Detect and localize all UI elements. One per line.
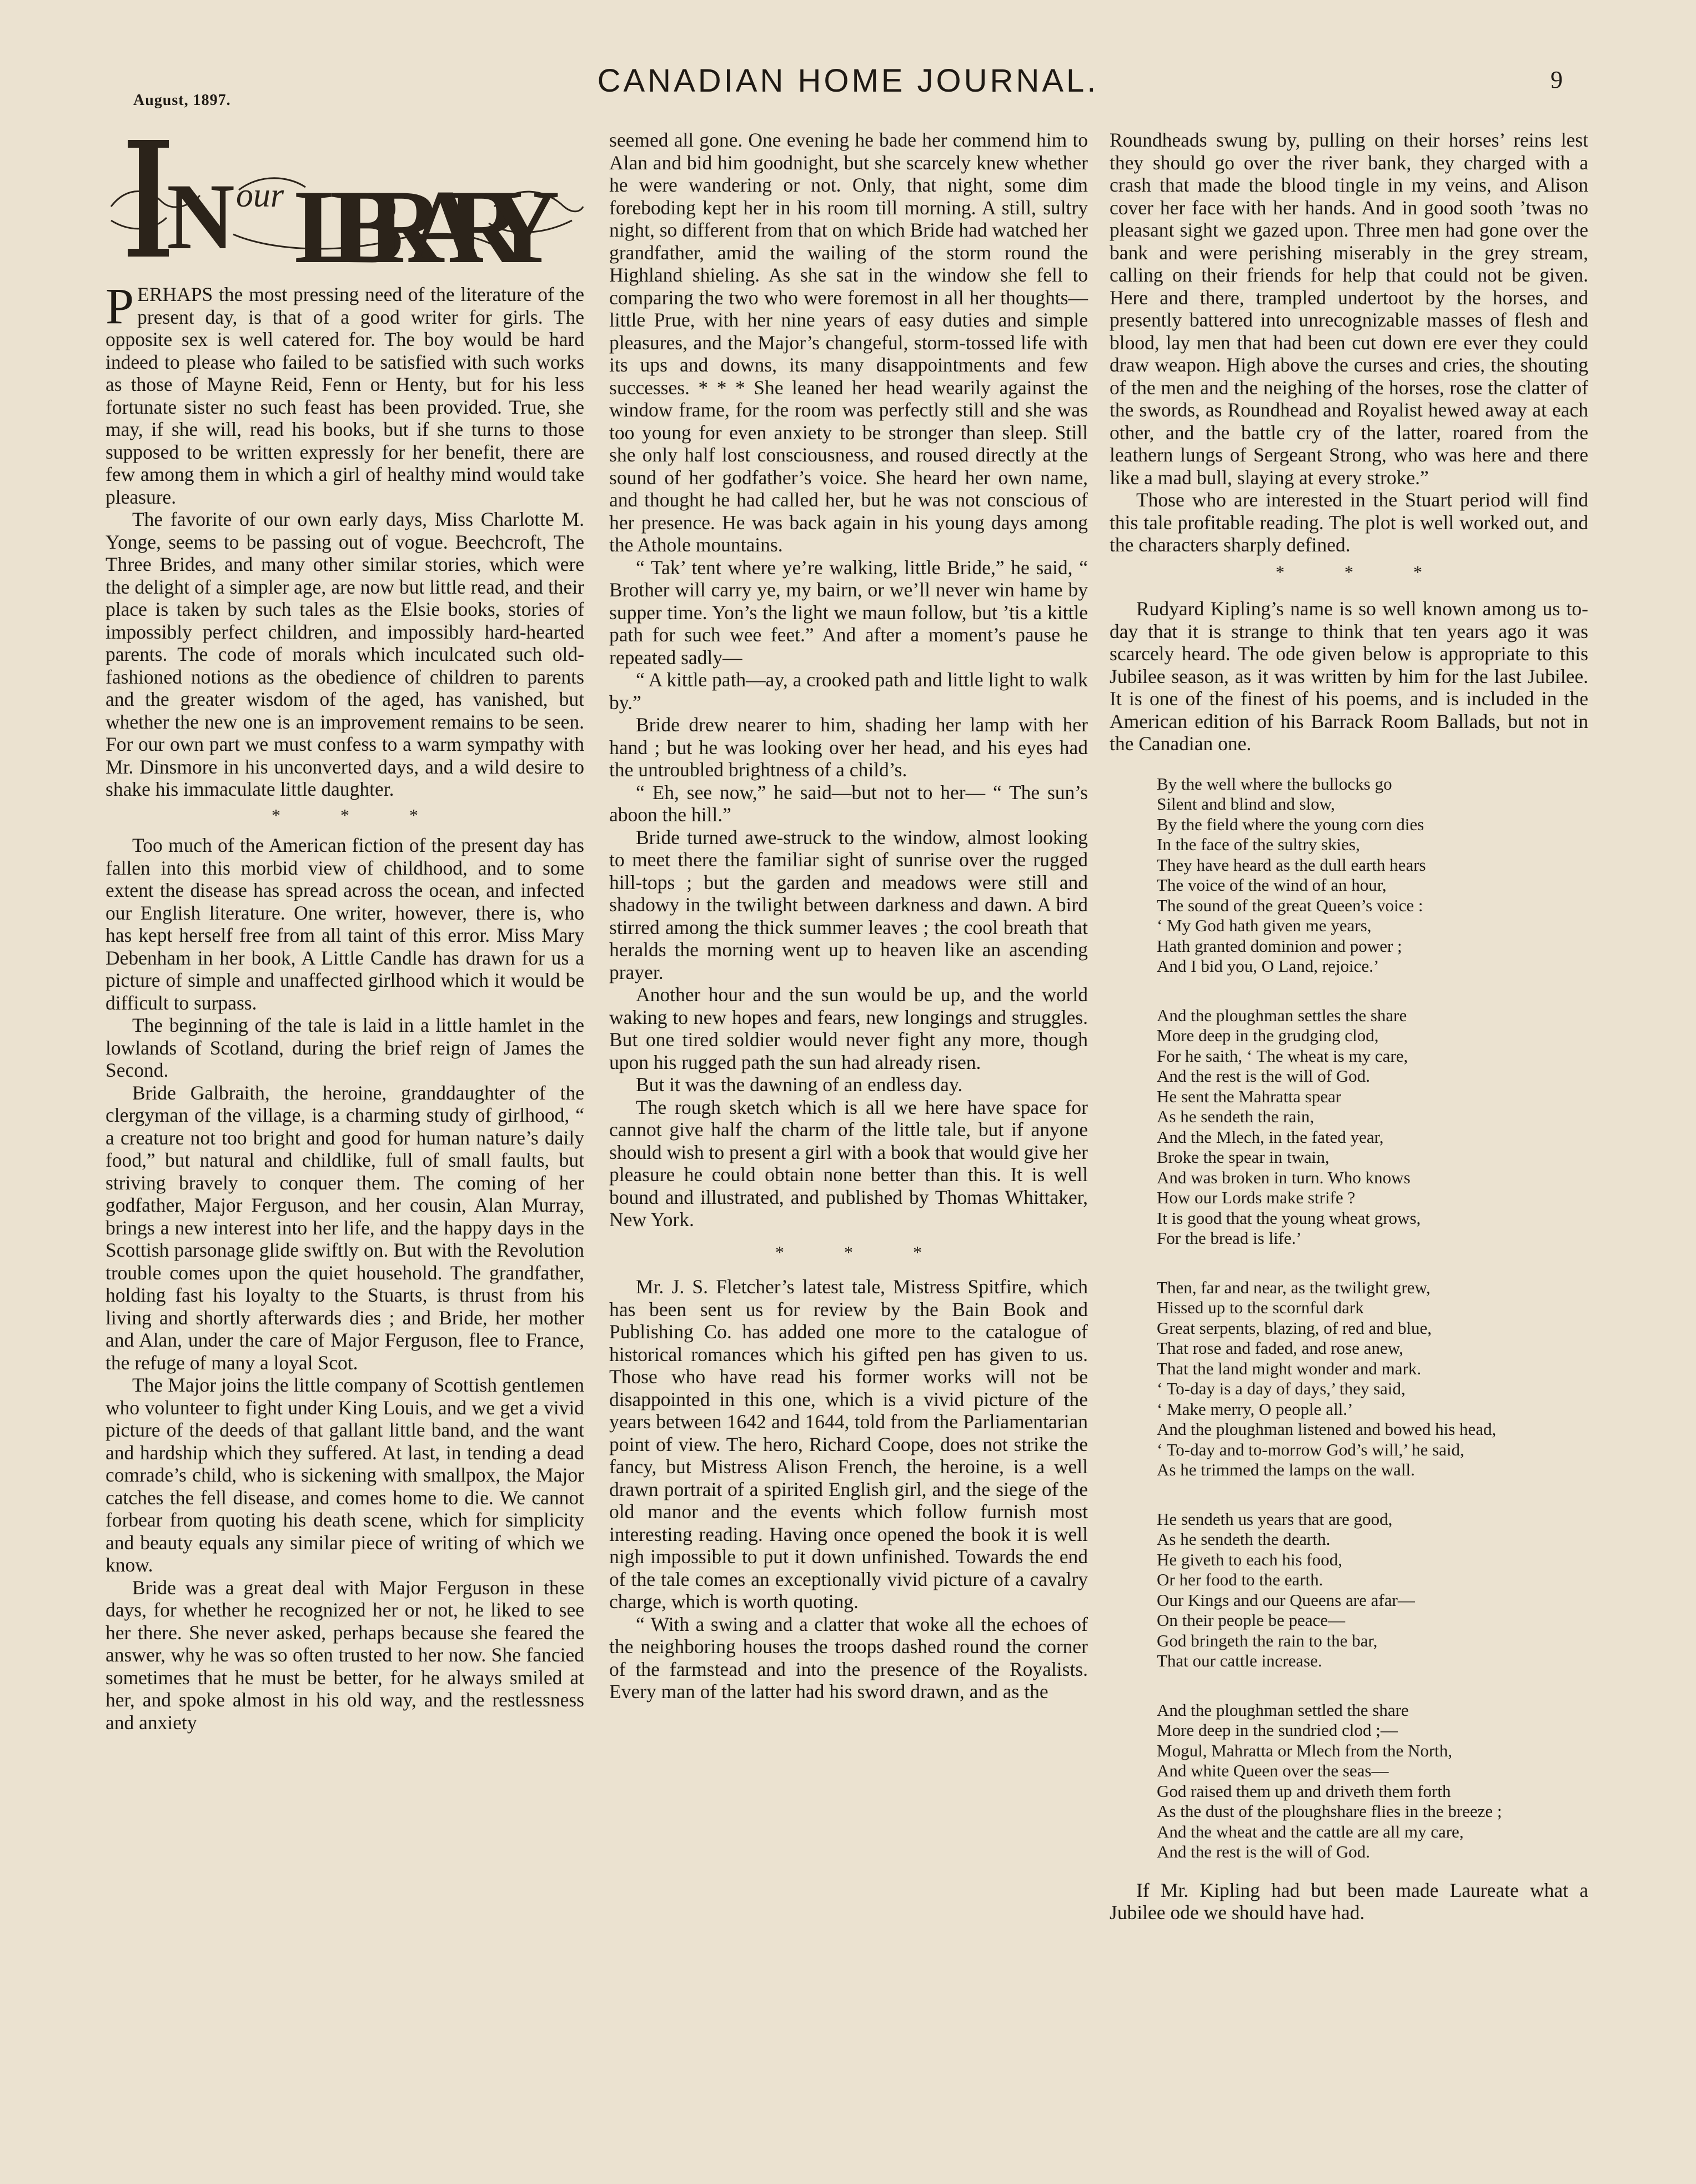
section-divider: * * *	[272, 805, 446, 825]
paragraph: Bride drew nearer to him, shading her lamp with her hand ; but he was looking over her head, and his eyes had the untroubled brightness of a child’s.	[609, 714, 1088, 781]
in-our-library-logo	[106, 123, 584, 273]
paragraph: Roundheads swung by, pulling on their horses’ reins lest they should go over the river bank, they charged with a crash that made the blood tingle in my veins, and Alison cover her face with her hands. And in good sooth ’twas no pleasant sight we gazed upon. Three men had gone over the bank and were perishing miserably in the grey stream, calling on their friends for help that could not be given. Here and there, trampled undertoot by the horses, and presently battered into unrecognizable masses of flesh and blood, lay men that had been cut down ere ever they could draw weapon. High above the curses and cries, the shouting of the men and the neighing of the horses, rose the clatter of the swords, as Roundhead and Royalist hewed away at each other, and the battle cry of the latter, roared from the leathern lungs of Sergeant Strong, who was here and there like a mad bull, slaying at every stroke.”	[1110, 129, 1588, 489]
paragraph: Mr. J. S. Fletcher’s latest tale, Mistress Spitfire, which has been sent us for review by the Bain Book and Publishing Co. has added one more to the catalogue of historical romances which his gifted pen has given to us. Those who have read his former works will not be disappointed in this one, which is a vivid picture of the years between 1642 and 1644, told from the Parliamentarian point of view. The hero, Richard Coope, does not strike the fancy, but Mistress Alison French, the heroine, is a well drawn portrait of a spirited English girl, and the siege of the old manor and the events which follow furnish most interesting reading. Having once opened the book it is well nigh impossible to put it down unfinished. Towards the end of the tale comes an exceptionally vivid picture of a cavalry charge, which is worth quoting.	[609, 1276, 1088, 1613]
paragraph: Another hour and the sun would be up, and the world waking to new hopes and fears, new longings and struggles. But one tired soldier would never fight any more, though upon his rugged path the sun had already risen.	[609, 983, 1088, 1073]
paragraph: PERHAPS the most pressing need of the literature of the present day, is that of a good writer for girls. The opposite sex is well catered for. The boy would be hard indeed to please who failed to be satisfied with such works as those of Mayne Reid, Fenn or Henty, but for his less fortunate sister no such feast has been provided. True, she may, if she will, read his books, but if she turns to those supposed to be written expressly for her benefit, there are few among them in which a girl of healthy mind would take pleasure.	[106, 278, 584, 508]
poem-line: Or her food to the earth.	[1157, 1570, 1323, 1589]
poem-line: Mogul, Mahratta or Mlech from the North,	[1157, 1740, 1453, 1760]
poem-line: How our Lords make strife ?	[1157, 1188, 1356, 1207]
paragraph: “ With a swing and a clatter that woke all the echoes of the neighboring houses the troops dashed round the corner of the farmstead and into the presence of the Royalists. Every man of the latter had his sword drawn, and as the	[609, 1613, 1088, 1703]
poem-line: He sent the Mahratta spear	[1157, 1086, 1342, 1106]
poem-line: God raised them up and driveth them forth	[1157, 1781, 1451, 1801]
poem-line: And the ploughman settles the share	[1157, 1005, 1407, 1025]
column-2	[609, 129, 1088, 1703]
paragraph: “ A kittle path—ay, a crooked path and little light to walk by.”	[609, 669, 1088, 714]
poem-line: On their people be peace—	[1157, 1610, 1346, 1630]
paragraph: Those who are interested in the Stuart period will find this tale profitable reading. The plot is well worked out, and the characters sharply defined.	[1110, 489, 1588, 556]
section-divider: * * *	[775, 1242, 950, 1262]
poem-line: As the dust of the ploughshare flies in the breeze ;	[1157, 1801, 1502, 1821]
poem-line: Silent and blind and slow,	[1157, 794, 1335, 814]
page-number: 9	[1551, 66, 1563, 93]
poem-line: God bringeth the rain to the bar,	[1157, 1630, 1378, 1650]
poem-line: In the face of the sultry skies,	[1157, 835, 1360, 854]
poem-line: For he saith, ‘ The wheat is my care,	[1157, 1046, 1408, 1066]
paragraph: Bride turned awe-struck to the window, almost looking to meet there the familiar sight of sunrise over the rugged hill-tops ; but the garden and meadows were still and shadowy in the twilight between darkness and dawn. A bird stirred among the thick summer leaves ; the cool breath that heralds the morning went up to heaven like an ascending prayer.	[609, 826, 1088, 983]
poem-line: And the ploughman settled the share	[1157, 1700, 1409, 1720]
poem-line: And the Mlech, in the fated year,	[1157, 1127, 1384, 1147]
paragraph: The beginning of the tale is laid in a little hamlet in the lowlands of Scotland, during the brief reign of James the Second.	[106, 1014, 584, 1081]
poem-line: That rose and faded, and rose anew,	[1157, 1338, 1403, 1358]
poem-line: And was broken in turn. Who knows	[1157, 1167, 1411, 1187]
poem-line: By the field where the young corn dies	[1157, 814, 1424, 834]
poem-stanza	[1157, 1278, 1588, 1480]
paragraph: Bride was a great deal with Major Ferguson in these days, for whether he recognized her or not, he liked to see her there. She never asked, perhaps because she feared the answer, why he was so often trusted to her now. She fancied sometimes that he must be better, for he always smiled at her, and spoke almost in his old way, and the restlessness and anxiety	[106, 1576, 584, 1734]
poem-line: Hissed up to the scornful dark	[1157, 1298, 1364, 1317]
poem-line: As he sendeth the dearth.	[1157, 1529, 1331, 1549]
poem-line: More deep in the grudging clod,	[1157, 1026, 1379, 1045]
poem-line: As he trimmed the lamps on the wall.	[1157, 1460, 1415, 1479]
poem-line: And the rest is the will of God.	[1157, 1066, 1371, 1086]
poem-line: He giveth to each his food,	[1157, 1549, 1343, 1569]
paragraph: The rough sketch which is all we here have space for cannot give half the charm of the little tale, but if anyone should wish to present a girl with a book that would give her pleasure he could obtain none better than this. It is well bound and illustrated, and published by Thomas Whittaker, New York.	[609, 1096, 1088, 1231]
poem-line: Great serpents, blazing, of red and blue,	[1157, 1318, 1432, 1338]
poem-line: The sound of the great Queen’s voice :	[1157, 895, 1423, 915]
svg-text:LIBRARY: LIBRARY	[294, 169, 561, 273]
paragraph: Too much of the American fiction of the present day has fallen into this morbid view of childhood, and to some extent the disease has spread across the ocean, and infected our English literature. One writer, however, there is, who has kept herself free from all taint of this error. Miss Mary Debenham in her book, A Little Candle has drawn for us a picture of simple and unaffected girlhood which it would be difficult to surpass.	[106, 834, 584, 1014]
poem-line: Our Kings and our Queens are afar—	[1157, 1590, 1415, 1610]
poem-line: For the bread is life.’	[1157, 1228, 1302, 1248]
poem-line: ‘ My God hath given me years,	[1157, 916, 1372, 935]
paragraph: seemed all gone. One evening he bade her commend him to Alan and bid him goodnight, but she scarcely knew whether he were wandering or not. Only, that night, some dim foreboding kept her in his room till morning. A still, sultry night, so different from that on which Bride had watched her grandfather, amid the wailing of the storm round the Highland shieling. As she sat in the window she fell to comparing the two who were foremost in all her thoughts—little Prue, with her nine years of easy duties and simple pleasures, and the Major’s changeful, storm-tossed life with its ups and downs, its many disappointments and few successes. * * * She leaned her head wearily against the window frame, for the room was perfectly still and she was too young for even anxiety to be stronger than sleep. Still she only half lost consciousness, and roused directly at the sound of her godfather’s voice. She heard her own name, and thought he had called her, but he was not conscious of her presence. He was back again in his young days among the Athole mountains.	[609, 129, 1088, 556]
paragraph: The Major joins the little company of Scottish gentlemen who volunteer to fight under King Louis, and we get a vivid picture of the deeds of that gallant little band, and the want and hardship which they suffered. At last, in tending a dead comrade’s child, who is sickening with smallpox, the Major catches the fell disease, and comes home to die. We cannot forbear from quoting his death scene, which for simplicity and beauty equals any similar piece of writing of which we know.	[106, 1374, 584, 1576]
poem-line: That the land might wonder and mark.	[1157, 1358, 1422, 1378]
column-3	[1110, 129, 1588, 1924]
poem-line: Broke the spear in twain,	[1157, 1147, 1329, 1167]
svg-text:our: our	[236, 177, 284, 214]
poem-line: He sendeth us years that are good,	[1157, 1509, 1393, 1529]
poem-line: The voice of the wind of an hour,	[1157, 875, 1387, 895]
poem-stanza	[1157, 774, 1588, 977]
poem-line: And the rest is the will of God.	[1157, 1842, 1371, 1861]
poem-line: Then, far and near, as the twilight grew,	[1157, 1277, 1431, 1297]
paragraph: “ Eh, see now,” he said—but not to her— “ The sun’s aboon the hill.”	[609, 781, 1088, 826]
section-divider: * * *	[1276, 561, 1450, 582]
poem-line: ‘ To-day and to-morrow God’s will,’ he said,	[1157, 1439, 1464, 1459]
column-1	[106, 129, 584, 1734]
issue-date: August, 1897.	[133, 92, 231, 109]
poem-stanza	[1157, 1700, 1588, 1862]
paragraph: The favorite of our own early days, Miss Charlotte M. Yonge, seems to be passing out of vogue. Beechcroft, The Three Brides, and many other similar stories, which were the delight of a simpler age, are now but little read, and their place is taken by such tales as the Elsie books, stories of impossibly perfect children, and impossibly hard-hearted parents. The code of morals which inculcated such old-fashioned notions as the obedience of children to parents and the greater wisdom of the aged, has vanished, but whether the new one is an improvement remains to be seen. For our own part we must confess to a warm sympathy with Mr. Dinsmore in his unconverted days, and a wild desire to shake his immaculate little daughter.	[106, 508, 584, 800]
poem-line: That our cattle increase.	[1157, 1651, 1322, 1670]
drop-cap: P	[106, 278, 134, 334]
poem-line: And the wheat and the cattle are all my care,	[1157, 1821, 1464, 1841]
poem-line: They have heard as the dull earth hears	[1157, 855, 1426, 875]
journal-title: CANADIAN HOME JOURNAL.	[597, 63, 1099, 99]
paragraph: “ Tak’ tent where ye’re walking, little Bride,” he said, “ Brother will carry ye, my bairn, or we’ll never win hame by supper time. Yon’s the light we maun follow, but ’tis a kittle path for such wee feet.” And after a moment’s pause he repeated sadly—	[609, 556, 1088, 669]
poem-stanza	[1157, 1509, 1588, 1671]
poem-line: And the ploughman listened and bowed his head,	[1157, 1419, 1497, 1439]
poem-line: It is good that the young wheat grows,	[1157, 1208, 1421, 1228]
poem-line: And I bid you, O Land, rejoice.’	[1157, 956, 1379, 976]
jubilee-ode	[1110, 774, 1588, 1862]
poem-line: More deep in the sundried clod ;—	[1157, 1720, 1398, 1740]
poem-line: ‘ Make merry, O people all.’	[1157, 1399, 1353, 1419]
svg-text:N: N	[167, 164, 237, 269]
poem-line: ‘ To-day is a day of days,’ they said,	[1157, 1379, 1406, 1398]
paragraph: But it was the dawning of an endless day.	[636, 1073, 963, 1096]
poem-line: By the well where the bullocks go	[1157, 774, 1392, 794]
paragraph: Bride Galbraith, the heroine, granddaughter of the clergyman of the village, is a charming study of girlhood, “ a creature not too bright and good for human nature’s daily food,” but natural and childlike, full of small faults, but striving bravely to conquer them. The coming of her godfather, Major Ferguson, and her cousin, Alan Murray, brings a new interest into her life, and the happy days in the Scottish parsonage glide swiftly on. But with the Revolution trouble comes upon the quiet household. The grandfather, holding fast his loyalty to the Stuarts, is thrust from his living and shortly afterwards dies ; and Bride, her mother and Alan, under the care of Major Ferguson, flee to France, the refuge of many a loyal Scot.	[106, 1081, 584, 1374]
poem-stanza	[1157, 1006, 1588, 1249]
poem-line: And white Queen over the seas—	[1157, 1761, 1389, 1780]
poem-line: As he sendeth the rain,	[1157, 1107, 1314, 1126]
paragraph: If Mr. Kipling had but been made Laureate what a Jubilee ode we should have had.	[1110, 1879, 1588, 1924]
poem-line: Hath granted dominion and power ;	[1157, 936, 1402, 956]
paragraph: Rudyard Kipling’s name is so well known among us to-day that it is strange to think that ten years ago it was scarcely heard. The ode given below is appropriate to this Jubilee season, as it was written by him for the last Jubilee. It is one of the finest of his poems, and is included in the American edition of his Barrack Room Ballads, but not in the Canadian one.	[1110, 598, 1588, 755]
